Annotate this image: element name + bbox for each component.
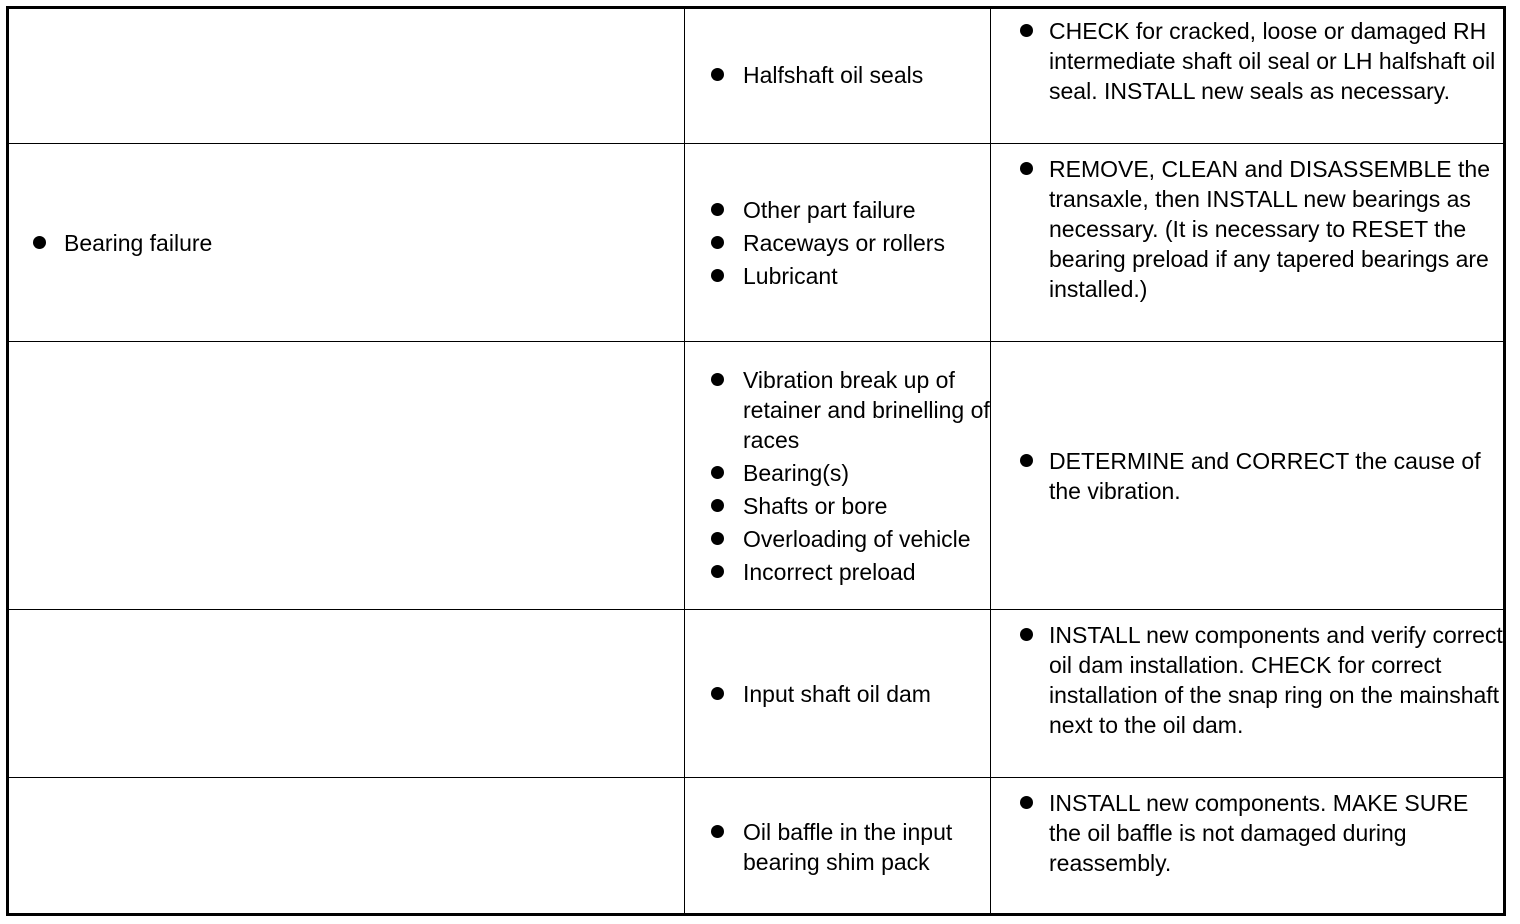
check-text: Incorrect preload (743, 558, 916, 585)
check-text: Input shaft oil dam (743, 680, 931, 707)
check-text: Shafts or bore (743, 492, 888, 519)
check-text: Bearing(s) (743, 459, 850, 486)
symptom-text: Bearing failure (64, 229, 213, 256)
check-text: Other part failure (743, 196, 916, 223)
action-text: REMOVE, CLEAN and DISASSEMBLE the transaxle, then INSTALL new bearings as necessary. (It is necessary to RESET the bearing preload if any tapered bearings are installed.) (1049, 156, 1491, 302)
action-text: CHECK for cracked, loose or damaged RH intermediate shaft oil seal or LH halfshaft oil seal. INSTALL new seals as necessary. (1049, 18, 1496, 104)
check-text: Overloading of vehicle (743, 525, 971, 552)
action-text: INSTALL new components. MAKE SURE the oil baffle is not damaged during reassembly. (1049, 790, 1469, 876)
action-text: DETERMINE and CORRECT the cause of the vibration. (1049, 447, 1481, 504)
table-border (6, 6, 1506, 916)
check-text: Raceways or rollers (743, 229, 945, 256)
action-text: INSTALL new components and verify correct oil dam installation. CHECK for correct installation of the snap ring on the mainshaft next to the oil dam. (1049, 622, 1503, 738)
check-text: Lubricant (743, 262, 838, 289)
check-text: Halfshaft oil seals (743, 61, 924, 88)
check-text: Vibration break up of retainer and brinelling of races (743, 366, 990, 453)
check-text: Oil baffle in the input bearing shim pack (743, 819, 953, 875)
